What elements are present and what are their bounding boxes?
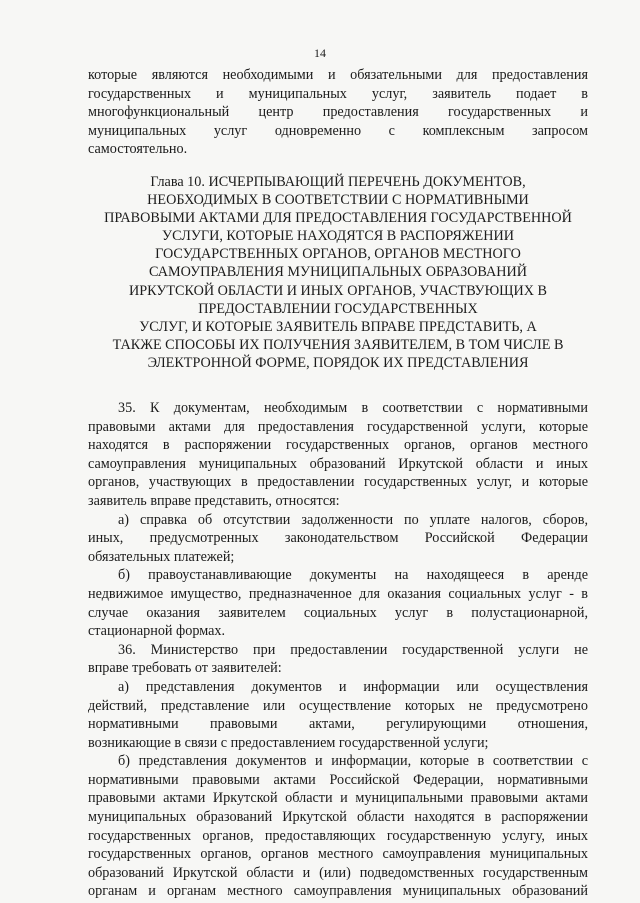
chapter-heading-line: НЕОБХОДИМЫХ В СООТВЕТСТВИИ С НОРМАТИВНЫМИ	[147, 192, 529, 209]
paragraph-line: а) представления документов и информации или осуществления	[118, 678, 588, 695]
paragraph-line: обязательных платежей;	[88, 548, 235, 565]
paragraph-line: государственных органов, органов местного самоуправления муниципальных	[88, 846, 588, 863]
page-number: 14	[314, 46, 326, 60]
paragraph-36-a	[88, 678, 588, 752]
paragraph-35	[88, 399, 588, 511]
intro-line: муниципальных услуг одновременно с комплексным запросом	[88, 122, 588, 139]
chapter-heading-line: САМОУПРАВЛЕНИЯ МУНИЦИПАЛЬНЫХ ОБРАЗОВАНИЙ	[149, 264, 527, 281]
chapter-heading-line: ЭЛЕКТРОННОЙ ФОРМЕ, ПОРЯДОК ИХ ПРЕДСТАВЛЕНИЯ	[147, 354, 529, 371]
paragraph-line: самоуправления муниципальных образований Иркутской области и иных	[88, 455, 588, 472]
paragraph-line: вправе требовать от заявителей:	[88, 660, 282, 677]
paragraph-line: б) представления документов и информации, которые в соответствии с	[118, 753, 588, 770]
paragraph-36	[88, 641, 588, 678]
paragraph-35-b	[88, 566, 588, 640]
paragraph-line: государственных органов, предоставляющих государственную услугу, иных	[88, 827, 588, 844]
paragraph-line: правовыми актами Иркутской области и муниципальными правовыми актами	[88, 790, 588, 807]
intro-line: многофункциональный центр предоставления государственных и	[88, 104, 588, 121]
chapter-heading-line: ПРЕДОСТАВЛЕНИИ ГОСУДАРСТВЕННЫХ	[198, 300, 478, 317]
paragraph-line: действий, представление или осуществление которых не предусмотрено	[88, 697, 588, 714]
chapter-heading	[88, 173, 588, 372]
chapter-heading-line: Глава 10. ИСЧЕРПЫВАЮЩИЙ ПЕРЕЧЕНЬ ДОКУМЕНТОВ,	[150, 173, 526, 190]
intro-paragraph	[88, 66, 588, 159]
paragraph-line: правовыми актами для предоставления государственной услуги, которые	[88, 418, 588, 435]
paragraph-line: образований Иркутской области и (или) подведомственных государственным	[88, 864, 588, 881]
paragraph-line: 36. Министерство при предоставлении государственной услуги не	[118, 641, 588, 658]
paragraph-line: б) правоустанавливающие документы на находящееся в аренде	[118, 567, 588, 584]
paragraph-line: находятся в распоряжении государственных органов, органов местного	[88, 437, 588, 454]
chapter-heading-line: ГОСУДАРСТВЕННЫХ ОРГАНОВ, ОРГАНОВ МЕСТНОГО	[155, 246, 521, 263]
paragraph-line: случае оказания заявителем социальных услуг в полустационарной,	[88, 604, 588, 621]
intro-line: государственных и муниципальных услуг, заявитель подает в	[88, 85, 588, 102]
chapter-heading-line: УСЛУГИ, КОТОРЫЕ НАХОДЯТСЯ В РАСПОРЯЖЕНИИ	[162, 228, 514, 245]
paragraph-line: заявитель вправе представить, относятся:	[88, 492, 340, 509]
paragraph-line: а) справка об отсутствии задолженности по уплате налогов, сборов,	[118, 511, 588, 528]
paragraph-line: 35. К документам, необходимым в соответствии с нормативными	[118, 400, 588, 416]
intro-line: которые являются необходимыми и обязательными для предоставления	[88, 67, 588, 83]
paragraph-line: иных, предусмотренных законодательством Российской Федерации	[88, 530, 588, 547]
chapter-heading-line: ПРАВОВЫМИ АКТАМИ ДЛЯ ПРЕДОСТАВЛЕНИЯ ГОСУДАРСТВЕННОЙ	[104, 210, 572, 227]
paragraph-line: недвижимое имущество, предназначенное для оказания социальных услуг - в	[88, 585, 588, 602]
paragraph-line: нормативными правовыми актами Российской Федерации, нормативными	[88, 771, 588, 788]
paragraph-line: органам и органам местного самоуправления муниципальных образований	[88, 883, 588, 900]
chapter-heading-line: ИРКУТСКОЙ ОБЛАСТИ И ИНЫХ ОРГАНОВ, УЧАСТВУЮЩИХ В	[129, 282, 547, 299]
chapter-heading-line: УСЛУГ, И КОТОРЫЕ ЗАЯВИТЕЛЬ ВПРАВЕ ПРЕДСТАВИТЬ, А	[139, 318, 537, 335]
paragraph-line: стационарной формах.	[88, 623, 226, 640]
paragraph-line: муниципальных образований Иркутской области находятся в распоряжении	[88, 809, 588, 826]
document-body	[88, 66, 588, 901]
paragraph-line: нормативными правовыми актами, регулирующими отношения,	[88, 716, 588, 733]
paragraph-line: возникающие в связи с предоставлением государственной услуги;	[88, 734, 489, 751]
paragraph-line: органов, участвующих в предоставлении государственных услуг, и которые	[88, 474, 588, 491]
paragraph-35-a	[88, 511, 588, 567]
chapter-heading-line: ТАКЖЕ СПОСОБЫ ИХ ПОЛУЧЕНИЯ ЗАЯВИТЕЛЕМ, В ТОМ ЧИСЛЕ В	[112, 336, 564, 353]
paragraph-36-b	[88, 752, 588, 901]
intro-line: самостоятельно.	[88, 141, 188, 158]
